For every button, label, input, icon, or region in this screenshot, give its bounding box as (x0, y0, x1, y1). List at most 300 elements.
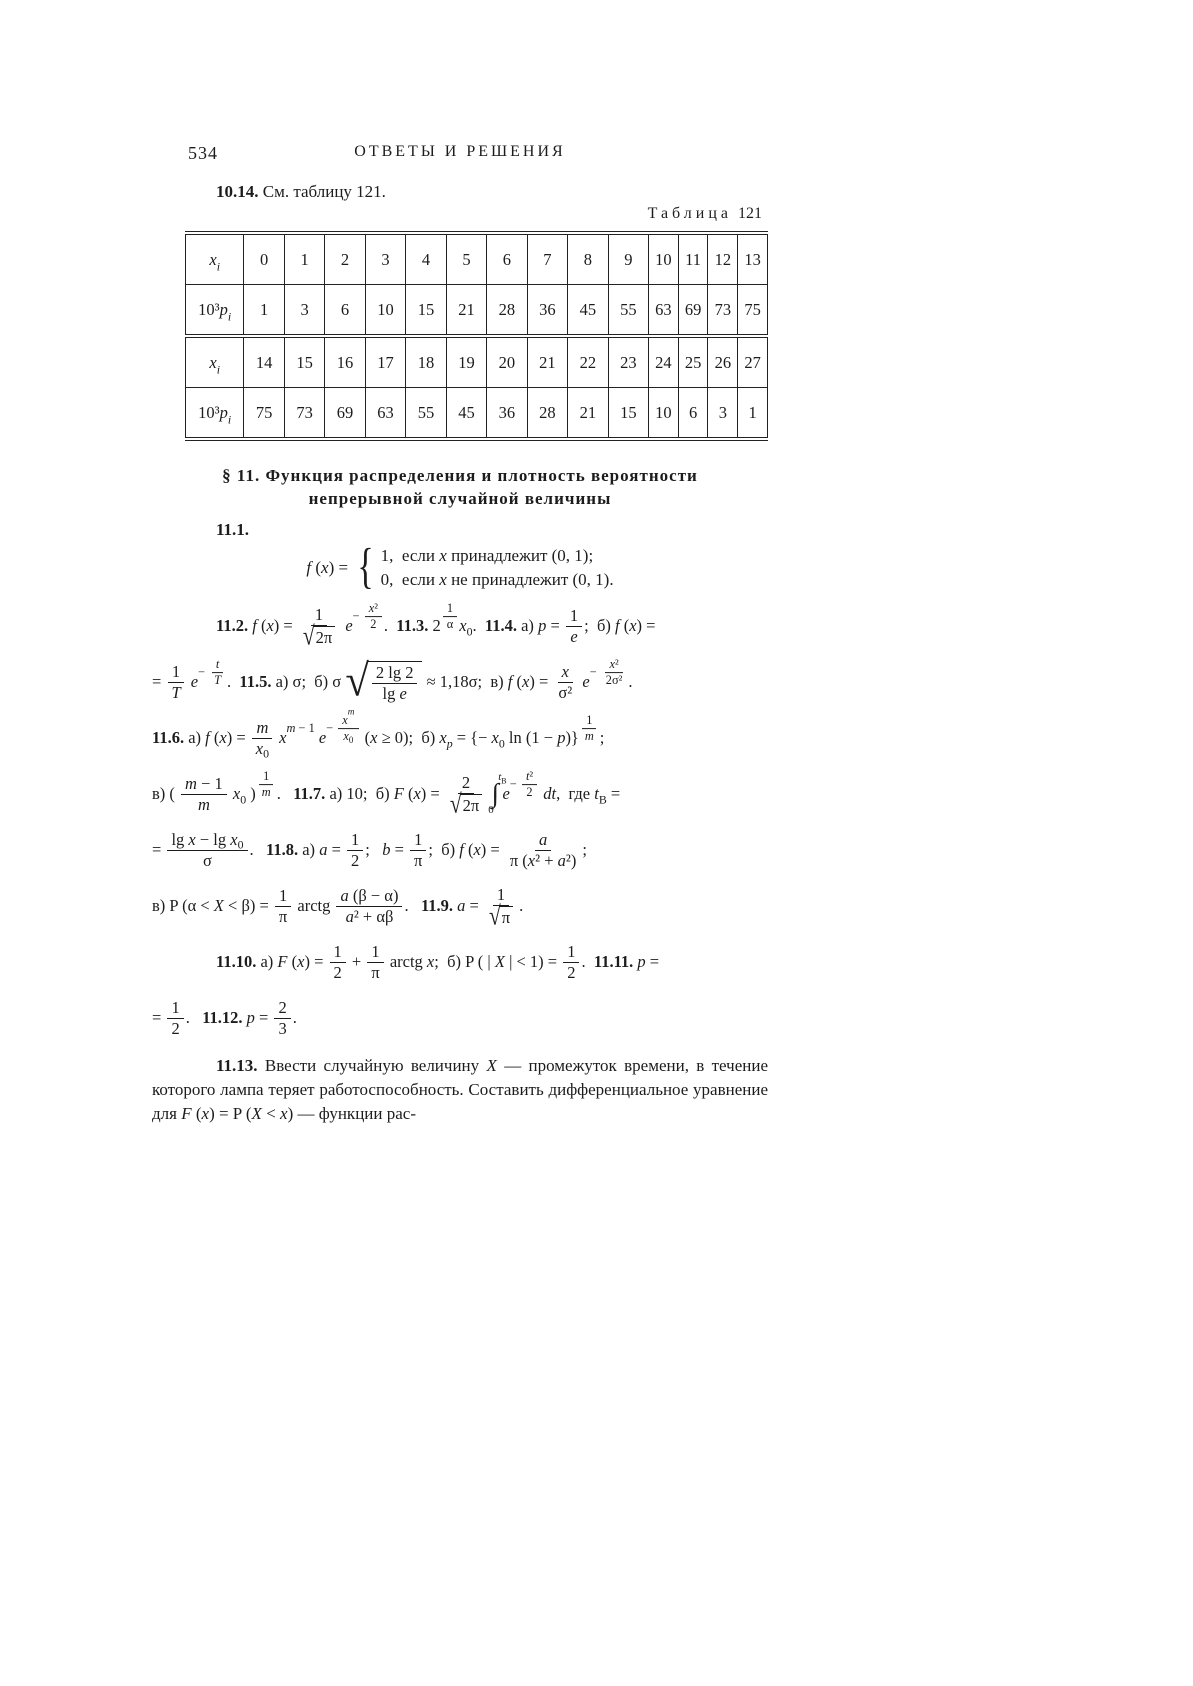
item-number: 11.2. (216, 616, 253, 635)
math-fraction (602, 657, 627, 688)
table-cell: 16 (325, 336, 365, 388)
math-text: ) = (273, 616, 297, 635)
math-text: ² + (535, 850, 558, 870)
math-var: x (439, 546, 447, 565)
math-var: a (457, 896, 466, 915)
item-number: 11.13. (216, 1056, 265, 1075)
math-var: p (538, 616, 547, 635)
math-text: а) σ; б) σ (275, 672, 346, 691)
math-text: 1 (567, 941, 576, 961)
math-text: lg (171, 829, 189, 849)
math-text: ≥ 0); б) (377, 728, 440, 747)
math-var: e (345, 616, 353, 635)
formula-line (152, 878, 768, 934)
math-text: . (628, 672, 633, 691)
fraction-denominator (342, 907, 398, 927)
math-text: ( (360, 728, 371, 747)
math-text: 0 (466, 623, 473, 638)
math-text: − 1 (196, 773, 223, 793)
fraction-denominator (330, 963, 346, 983)
math-var: t (498, 771, 502, 784)
math-text: 0, если (380, 570, 440, 589)
math-var: p (446, 735, 453, 750)
fraction-numerator (330, 942, 346, 963)
math-text: ln (1 − (504, 728, 558, 747)
table-cell: 23 (608, 336, 648, 388)
table-cell: 10 (365, 285, 405, 337)
radical-icon: √ (488, 900, 501, 931)
page-number: 534 (188, 143, 218, 163)
math-text: arctg (385, 952, 427, 971)
math-text: ) = (328, 558, 353, 577)
math-fraction (252, 718, 273, 759)
math-text: 2 lg 2 (375, 662, 414, 682)
item-number: 11.11. (593, 952, 638, 971)
math-sqrt (488, 900, 513, 931)
fraction-denominator (167, 1019, 183, 1039)
math-var: x (209, 249, 217, 269)
math-subscript (228, 412, 231, 427)
fraction-denominator (379, 684, 411, 704)
table-cell: 22 (568, 336, 608, 388)
math-var: m (261, 784, 271, 799)
math-text: )} (565, 728, 579, 747)
math-subscript (349, 735, 353, 746)
fraction-numerator (522, 769, 537, 785)
math-var: m (584, 728, 594, 743)
math-var: x (561, 661, 569, 681)
math-fraction (566, 606, 582, 647)
fraction-numerator (168, 662, 184, 683)
math-subscript (240, 792, 246, 807)
table-cell: 24 (649, 336, 679, 388)
math-var: X (494, 952, 505, 971)
table-cell: 7 (527, 233, 567, 285)
math-text: − (509, 776, 520, 791)
table-cell: 69 (325, 388, 365, 440)
math-var: a (319, 840, 328, 859)
math-text: ( (619, 616, 630, 635)
formula-line (152, 707, 768, 766)
math-fraction (554, 662, 576, 703)
math-var: e (399, 683, 407, 703)
item-number: 11.7. (293, 784, 330, 803)
math-subscript (263, 747, 269, 761)
math-text: π (371, 962, 380, 982)
item-number: 11.4. (484, 616, 522, 635)
math-text: . (581, 952, 594, 971)
math-fraction (258, 769, 275, 800)
table-cell: 11 (678, 233, 708, 285)
math-fraction (563, 942, 579, 983)
formula-11-1 (152, 542, 768, 594)
math-sqrt (302, 620, 335, 651)
math-text: ( (191, 1104, 202, 1123)
math-var: x (219, 728, 227, 747)
math-text: ²) (565, 850, 577, 870)
table-cell: 45 (568, 285, 608, 337)
math-text: 2 (333, 962, 342, 982)
fraction-numerator (365, 601, 382, 617)
math-text: = (546, 616, 564, 635)
math-var: f (614, 616, 620, 635)
math-fraction (181, 774, 227, 815)
math-text: = (152, 840, 166, 859)
math-var: x (266, 616, 274, 635)
math-var: x (209, 352, 217, 372)
math-text: 1 (263, 768, 270, 783)
math-var: x (343, 728, 349, 743)
math-text: ; б) (428, 840, 460, 859)
math-sqrt (345, 656, 422, 706)
table-cell: 15 (284, 336, 324, 388)
table-cell: 20 (487, 336, 527, 388)
fraction-numerator (372, 663, 418, 684)
case-row (381, 570, 614, 590)
math-text: ( (256, 616, 267, 635)
math-fraction (443, 601, 457, 632)
fraction-denominator (274, 1019, 290, 1039)
math-text: . (249, 840, 267, 859)
math-var: x (188, 829, 196, 849)
math-text: < β) = (223, 896, 273, 915)
math-text: ) = (529, 672, 553, 691)
math-text: , где (556, 784, 595, 803)
math-text: = (327, 840, 345, 859)
math-fraction (410, 830, 426, 871)
math-text: 1 (414, 829, 423, 849)
fraction-numerator (605, 657, 622, 673)
math-var: f (252, 616, 257, 635)
item-number: 11.5. (239, 672, 276, 691)
math-var: e (318, 728, 327, 747)
math-text: ) = (480, 840, 504, 859)
math-text: 1 (171, 661, 181, 681)
radical-icon: √ (449, 788, 462, 819)
math-superscript (326, 707, 360, 745)
math-subscript (599, 792, 607, 807)
math-var: x (230, 829, 238, 849)
paragraph-11-13 (152, 1054, 768, 1126)
fraction-numerator (563, 942, 579, 963)
math-text: 2 (526, 784, 533, 799)
math-text: . (276, 784, 294, 803)
table-cell: 3 (365, 233, 405, 285)
math-var: a (345, 906, 354, 926)
math-text: 1 (496, 884, 506, 904)
math-var: x (459, 616, 467, 635)
math-text: а) (521, 616, 539, 635)
math-text: не принадлежит (0, 1). (446, 570, 614, 589)
math-var: p (557, 728, 566, 747)
math-text: . (404, 896, 421, 915)
math-text: 2 (171, 1018, 180, 1038)
math-var: x (368, 600, 375, 615)
math-text: . (227, 672, 240, 691)
math-var: a (340, 885, 349, 905)
math-subscript (499, 736, 505, 751)
math-text: 2π (462, 795, 480, 815)
sqrt-content (367, 661, 423, 704)
math-text: ² (614, 656, 619, 671)
math-text: . (519, 896, 524, 915)
item-number: 11.8. (266, 840, 303, 859)
item-number: 11.12. (202, 1008, 247, 1027)
math-text: 1 (171, 997, 180, 1017)
math-var: x (439, 570, 447, 589)
formula-lhs (306, 558, 352, 578)
math-text: π (501, 907, 511, 927)
fraction-denominator (275, 907, 291, 927)
table-cell: 3 (284, 285, 324, 337)
table-cell: 45 (446, 388, 486, 440)
math-text: − 1 (295, 720, 315, 735)
math-fraction (485, 884, 517, 931)
math-text: а) (188, 728, 206, 747)
intro-text: См. таблицу 121. (258, 182, 386, 201)
page-content (152, 143, 768, 1126)
fraction-denominator (258, 785, 275, 800)
fraction-numerator (347, 830, 363, 851)
fraction-denominator (602, 673, 627, 688)
table-cell: 14 (244, 336, 284, 388)
table-cell: 27 (738, 336, 768, 388)
math-var: i (216, 258, 220, 273)
math-text: ( (512, 672, 523, 691)
math-fraction (274, 998, 290, 1039)
table-cell: 21 (446, 285, 486, 337)
math-text: σ (203, 850, 212, 870)
row-header (186, 285, 244, 337)
math-text: в) ( (152, 784, 180, 803)
table-cell: 6 (678, 388, 708, 440)
fraction-denominator (299, 620, 339, 651)
table-cell: 1 (284, 233, 324, 285)
page-header (152, 143, 768, 167)
fraction-denominator (339, 729, 357, 744)
math-fraction (330, 942, 346, 983)
math-superscript (590, 657, 629, 688)
integral-upper-limit (498, 771, 507, 786)
math-text: = (390, 840, 409, 859)
math-text: 0 (263, 746, 270, 761)
math-text: 2π (315, 627, 333, 647)
math-text: ) = (636, 616, 656, 635)
table-cell: 4 (406, 233, 446, 285)
math-var: F (277, 952, 288, 971)
math-fraction (167, 998, 183, 1039)
fraction-denominator (554, 683, 576, 703)
math-var: b (382, 840, 391, 859)
math-text: ( (311, 558, 322, 577)
table-cell: 69 (678, 285, 708, 337)
math-var: p (219, 402, 228, 422)
table-cell: 3 (708, 388, 738, 440)
math-text: α (446, 616, 454, 631)
fraction-numerator (338, 707, 358, 729)
table-cell: 36 (487, 388, 527, 440)
table-cell: 26 (708, 336, 738, 388)
fraction-denominator (366, 617, 380, 632)
math-text: ; (599, 728, 605, 747)
table-cell: 63 (649, 285, 679, 337)
fraction-denominator (167, 683, 184, 703)
math-var: p (219, 299, 228, 319)
math-text: 1 (371, 941, 380, 961)
math-text: 10³ (198, 299, 220, 319)
integral-icon: ∫ (491, 778, 500, 809)
math-text: ( (403, 784, 414, 803)
math-text: | < 1) = (504, 952, 562, 971)
math-fraction (365, 601, 382, 632)
fraction-numerator (535, 830, 551, 851)
math-fraction (338, 707, 358, 745)
math-var: m (347, 707, 355, 718)
math-text: π ( (509, 850, 528, 870)
fraction-numerator (181, 774, 227, 795)
math-text: = (645, 952, 660, 971)
math-text: 1, если (380, 546, 440, 565)
math-var: dt (543, 784, 557, 803)
table-cell: 13 (738, 233, 768, 285)
table-row (186, 388, 768, 440)
math-text: 1 (333, 941, 342, 961)
math-var: x (342, 712, 348, 727)
math-text: 2 (432, 616, 441, 635)
math-text: π (414, 850, 423, 870)
math-text: . (472, 616, 485, 635)
math-text: . (383, 616, 397, 635)
math-text: ) = (420, 784, 444, 803)
math-var: a (538, 829, 548, 849)
math-text: = (152, 672, 166, 691)
table-row (186, 336, 768, 388)
math-fraction (506, 830, 581, 871)
math-subscript (467, 624, 473, 639)
item-11-1-label: 11.1. (216, 520, 250, 539)
table-cell: 5 (446, 233, 486, 285)
math-fraction (336, 886, 402, 927)
math-var: t (215, 656, 220, 671)
math-var: F (181, 1104, 192, 1123)
math-text: ( (287, 952, 298, 971)
math-var: e (190, 672, 199, 691)
math-text: ² (374, 600, 378, 615)
math-text: ≈ 1,18σ; в) (422, 672, 508, 691)
math-fraction (210, 657, 225, 688)
table-cell: 19 (446, 336, 486, 388)
math-superscript (198, 657, 227, 688)
table-cell: 21 (527, 336, 567, 388)
math-text: ² + αβ (353, 906, 394, 926)
math-var: p (637, 952, 646, 971)
brace-icon: { (357, 540, 374, 595)
math-var: x (321, 558, 329, 577)
math-var: m (256, 717, 269, 737)
math-var: x (280, 1104, 288, 1123)
math-var: f (205, 728, 210, 747)
math-var: x (426, 952, 435, 971)
fraction-denominator (485, 900, 517, 931)
math-text: 2 (370, 616, 377, 631)
table-cell: 28 (487, 285, 527, 337)
table-cell: 18 (406, 336, 446, 388)
math-text: 0 (348, 734, 354, 745)
math-text: — промежуток времени, в течение которого лампа теряет работоспособность. Составить дифференциальное уравнение для (152, 1056, 768, 1123)
math-text: ² (529, 768, 534, 783)
table-cell: 28 (527, 388, 567, 440)
table-cell: 15 (608, 388, 648, 440)
math-text: 1 (278, 885, 288, 905)
math-var: i (216, 361, 220, 376)
fraction-denominator (252, 739, 273, 759)
formula-line (152, 766, 768, 822)
math-text: = (606, 784, 621, 803)
math-var: e (502, 784, 510, 803)
fraction-numerator (367, 942, 383, 963)
math-text: а) 10; б) (329, 784, 394, 803)
math-text: ; б) P ( | (434, 952, 495, 971)
math-text: σ² (558, 682, 573, 702)
fraction-numerator (252, 718, 272, 739)
table-cell: 15 (406, 285, 446, 337)
math-text: 10³ (198, 402, 220, 422)
table-row (186, 233, 768, 285)
table-cell: 9 (608, 233, 648, 285)
math-text: − lg (195, 829, 231, 849)
formula-line (152, 654, 768, 710)
table-caption-word: Таблица (647, 205, 732, 222)
row-header (186, 336, 244, 388)
math-var: x (473, 840, 481, 859)
table-cell: 1 (738, 388, 768, 440)
fraction-numerator (212, 657, 223, 673)
math-text: 2σ² (605, 672, 623, 687)
answer-10-14 (152, 182, 768, 202)
math-superscript (256, 769, 277, 800)
math-var: F (393, 784, 404, 803)
math-text: принадлежит (0, 1); (446, 546, 594, 565)
fraction-numerator (336, 886, 402, 907)
table-cell: 73 (708, 285, 738, 337)
table-cell: 8 (568, 233, 608, 285)
table-cell: 6 (487, 233, 527, 285)
math-text: ) = (304, 952, 328, 971)
fraction-denominator (566, 627, 581, 647)
math-text: 0 (240, 791, 247, 806)
fraction-numerator (274, 998, 290, 1019)
math-var: t (525, 768, 530, 783)
fraction-denominator (443, 617, 457, 632)
fraction-denominator (210, 673, 225, 688)
math-var: f (507, 672, 513, 691)
math-text: = (254, 1008, 273, 1027)
fraction-numerator (582, 713, 596, 729)
row-header (186, 388, 244, 440)
fraction-denominator (581, 729, 598, 744)
math-text: 2 (567, 962, 576, 982)
table-cell: 21 (568, 388, 608, 440)
math-fraction (581, 713, 598, 744)
math-text: 2 (278, 997, 287, 1017)
math-text: 1 (586, 712, 593, 727)
table-cell: 10 (649, 388, 679, 440)
math-text: Ввести случайную величину (264, 1056, 487, 1075)
math-text: arctg (293, 896, 335, 915)
math-var: a (557, 850, 566, 870)
sqrt-content (313, 626, 336, 648)
math-var: x (370, 728, 378, 747)
